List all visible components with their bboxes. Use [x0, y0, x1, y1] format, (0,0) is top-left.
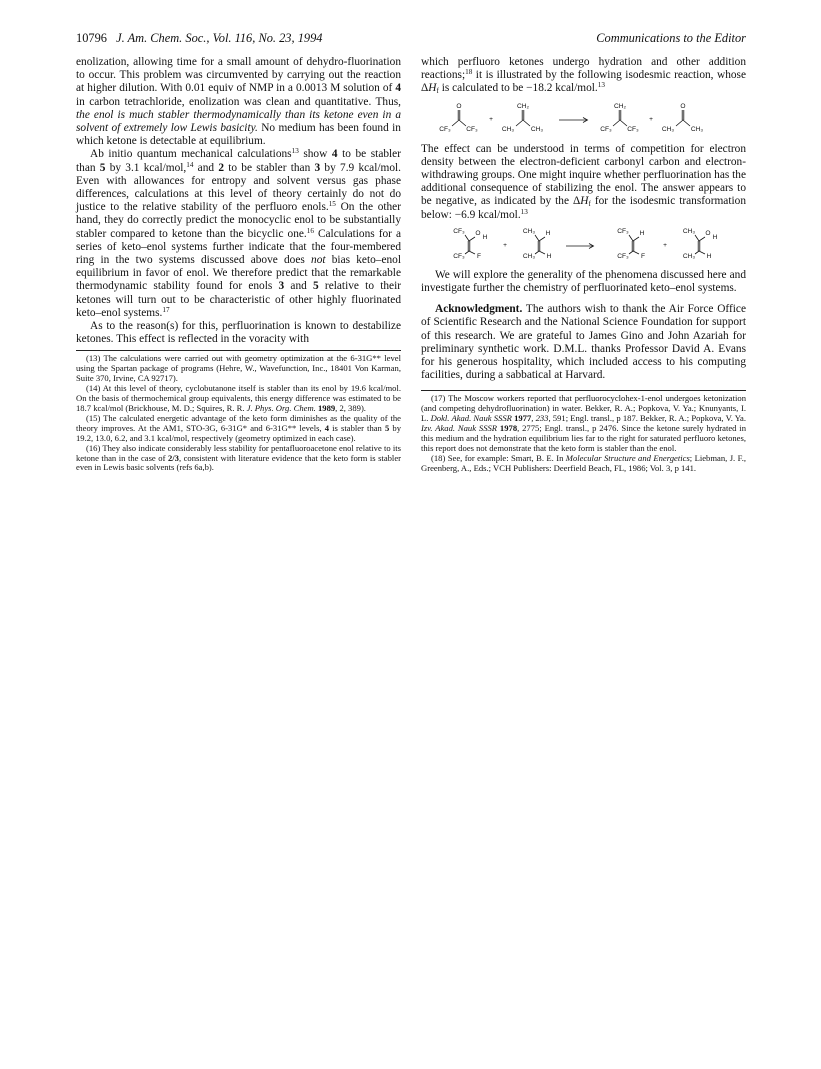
page-number: 10796 [76, 31, 107, 45]
text-run: enolization, allowing time for a small amount of dehydro-fluorination to occur. This problem was circumvented by carrying out the reaction at higher dilution. With 0.01 equiv of NMP in a 0.0013 M solution of [76, 56, 401, 95]
group-label: CF₃ [466, 125, 478, 133]
group-label: CH₃ [661, 125, 675, 133]
text-run: (14) At this level of theory, cyclobutanone itself is stabler than its enol by 19.6 kcal/mol. On the basis of thermochemical group equivalents, this energy difference was estimated to be 18.7 kcal/mol (Brickhouse, M. D.; Squires, R. R. [76, 383, 401, 413]
footnote-divider [421, 390, 746, 391]
running-header [76, 31, 746, 47]
atom-label: H [712, 233, 718, 241]
group-label: CH₃ [530, 125, 544, 133]
text-run: , 2, 389). [335, 403, 366, 413]
text-run: (17) The Moscow workers reported that perfluorocyclohex-1-enol undergoes ketonization (and competing dehydrofluorination) in water. Bekker, R. A.; Popkova, V. Ya.; Knunyants, I. L. [421, 393, 746, 424]
text-run: The effect can be understood in terms of competition for electron density between the electron-deficient carbonyl carbon and electron-withdrawing groups. One might inquire whether perfluorination has the additional consequence of stabilizing the enol. The answer appears to be negative, as indicated by the Δ [421, 142, 746, 208]
compound-ref: 4 [331, 148, 338, 161]
footnote-16 [76, 444, 401, 474]
plus-sign: + [663, 241, 667, 249]
hexafluoroisobutylene-structure [600, 103, 639, 133]
symbol: H [428, 82, 437, 95]
text-run: is stabler than [329, 422, 385, 433]
group-label: CF₃ [439, 125, 451, 133]
acknowledgment [421, 303, 746, 382]
text-run: Calculations for a series of keto–enol systems further indicate that the four-membered ring in the two systems discussed above does [76, 227, 401, 267]
group-label: CH₃ [501, 125, 515, 133]
group-label: CH₃ [522, 252, 536, 260]
compound-ref: 4 [324, 422, 330, 433]
compound-ref: 2 [218, 161, 224, 174]
journal-year: 1977 [511, 413, 532, 424]
symbol: H [580, 195, 589, 208]
footnote-13: (13) The calculations were carried out with geometry optimization at the 6-31G** level using the Spartan package of programs (Hehre, W., Wavefunction, Inc., 18401 Von Karman, Suite 370, Irvine, CA 92717). [76, 353, 401, 384]
atom-label: H [545, 229, 551, 237]
right-column [421, 56, 746, 474]
reference-mark: 17 [162, 305, 170, 314]
atom-label: O [680, 102, 686, 110]
text-run: for the isodesmic transformation below: −6.9 kcal/mol. [421, 195, 746, 221]
atom-label: F [476, 252, 482, 260]
text-run: bias keto–enol equilibrium in favor of enol. We therefore predict that the remarkable thermodynamic stability found for enols [76, 254, 401, 293]
group-label: CH₂ [613, 102, 627, 110]
text-run: which perfluoro ketones undergo hydration and other addition reactions; [421, 56, 746, 82]
group-label: CF₃ [453, 227, 465, 235]
reference-mark: 13 [597, 81, 605, 90]
paragraph-hydration [421, 56, 746, 96]
paragraph-competition [421, 143, 746, 222]
text-run: relative to their ketones will turn out to be characteristic of other highly fluorinated keto–enol systems. [76, 280, 401, 319]
footnote-divider [76, 350, 401, 351]
text-run: ; Liebman, J. F., Greenberg, A., Eds.; VCH Publishers: Deerfield Beach, FL, 1986; Vol. 3, p 141. [421, 452, 746, 473]
emphasis: not [311, 254, 326, 267]
group-label: CF₃ [453, 252, 465, 260]
text-run: , 2775; Engl. transl., p 2476. Since the ketone surely hydrated in this medium and the hydration equilibrium lies far to the right for saturated perfluoro ketones, this report does not demonstrate that the keto form is stabler than the enol. [421, 423, 746, 453]
reference-mark: 13 [291, 147, 299, 156]
compound-ref: 3 [314, 161, 321, 174]
paragraph-ab-initio [76, 148, 401, 320]
paragraph-generality: We will explore the generality of the phenomena discussed here and investigate further the chemistry of perfluorinated keto–enol systems. [421, 268, 746, 295]
atom-label: O [475, 229, 481, 237]
text-run: is calculated to be −18.2 kcal/mol. [438, 82, 598, 95]
text-run: by 3.1 kcal/mol, [105, 161, 187, 174]
journal-name: Izv. Akad. Nauk SSSR [421, 423, 498, 434]
group-label: CH₃ [682, 227, 696, 235]
reaction-arrow [566, 243, 594, 248]
text-run: , consistent with literature evidence that the keto form is stabler even in Lewis basic solvents (refs 6a,b). [76, 452, 401, 473]
text-run: to be stabler than [223, 161, 315, 174]
text-run: (15) The calculated energetic advantage of the keto form diminishes as the quality of the theory improves. At the AM1, STO-3G, 6-31G* and 6-31G** levels, [76, 412, 401, 433]
paragraph-reasons: As to the reason(s) for this, perfluorination is known to destabilize ketones. This effect is reflected in the voracity with [76, 320, 401, 346]
compound-ref: 2/3 [167, 452, 179, 463]
text-run: to be stabler than [76, 148, 401, 174]
hexafluoroacetone-structure [439, 103, 478, 133]
footnote-17 [421, 394, 746, 453]
compound-ref: 5 [99, 161, 106, 174]
reaction-arrow [559, 117, 588, 122]
compound-ref: 3 [278, 280, 285, 293]
text-run: and [193, 161, 219, 174]
fluorinated-enol-structure [453, 228, 487, 260]
text-run: The authors wish to thank the Air Force Office of Scientific Research and the National Science Foundation for support of this research. We are grateful to James Gino and John Azariah for preliminary synthetic work. D.M.L. thanks Professor David A. Evans for his generous hospitality, which included access to his computing facilities, during a sabbatical at Harvard. [421, 303, 746, 382]
footnote-14 [76, 384, 401, 414]
text-run: (16) They also indicate considerably less stability for pentafluoroacetone enol relative to its ketone than in the case of [76, 442, 401, 463]
isodesmic-transformation-scheme [421, 225, 746, 265]
reference-mark: 16 [306, 226, 314, 235]
emphasis: the enol is much stabler thermodynamically than its ketone even in a solvent of extremely low Lewis basicity. [76, 108, 401, 135]
text-run: it is illustrated by the following isodesmic reaction, whose Δ [421, 69, 746, 95]
header-citation [76, 31, 322, 46]
group-label: CH₂ [516, 102, 530, 110]
text-run: by 7.9 kcal/mol. Even with allowances for entropy and solvent versus gas phase differences, calculations at this level of theory certainly do not do justice to the relative stability of the perfluoro enols. [76, 161, 401, 214]
group-label: CF₃ [600, 125, 612, 133]
text-run: (18) See, for example: Smart, B. E. In [431, 452, 566, 463]
acknowledgment-heading: Acknowledgment. [435, 303, 523, 316]
footnote-18 [421, 454, 746, 474]
enol-structure [683, 228, 718, 260]
text-run: On the other hand, they do correctly predict the monocyclic enol to be substantially stabler compared to ketone than the bicyclic one. [76, 201, 401, 240]
group-label: CH₃ [682, 252, 696, 260]
text-run: in carbon tetrachloride, enolization was clean and quantitative. Thus, [76, 95, 401, 108]
subscript: f [436, 87, 439, 96]
atom-label: H [546, 252, 552, 260]
compound-ref: 4 [395, 82, 401, 95]
plus-sign: + [503, 241, 507, 249]
group-label: CF₃ [617, 227, 629, 235]
journal-name: J. Phys. Org. Chem. [246, 403, 316, 413]
compound-ref: 5 [313, 280, 319, 293]
reference-mark: 13 [520, 207, 528, 216]
isobutylene-structure [523, 228, 552, 260]
footnote-15 [76, 414, 401, 444]
text-run: by 19.2, 13.0, 6.2, and 3.1 kcal/mol, respectively (geometry optimized in each case). [76, 422, 401, 443]
isobutylene-structure [502, 103, 544, 133]
atom-label: F [640, 252, 646, 260]
reference-mark: 15 [328, 200, 336, 209]
atom-label: H [482, 233, 488, 241]
acetone-structure [662, 103, 704, 133]
paragraph-enolization [76, 56, 401, 148]
group-label: CF₃ [627, 125, 639, 133]
plus-sign: + [489, 115, 493, 123]
left-column [76, 56, 401, 473]
atom-label: H [706, 252, 712, 260]
plus-sign: + [649, 115, 653, 123]
journal-citation: J. Am. Chem. Soc., Vol. 116, No. 23, 1994 [116, 31, 323, 45]
group-label: CH₃ [690, 125, 704, 133]
group-label: CH₃ [522, 227, 536, 235]
atom-label: O [705, 229, 711, 237]
atom-label: H [639, 229, 645, 237]
group-label: CF₃ [617, 252, 629, 260]
text-run: No medium has been found in which ketone is detectable at equilibrium. [76, 122, 401, 148]
fluorinated-alkene-structure [617, 228, 645, 260]
text-run: , 591; Engl. transl., p 187. Bekker, R. A.; Popkova, V. Ya. [548, 413, 747, 424]
subscript: f [588, 200, 591, 209]
atom-label: O [456, 102, 462, 110]
compound-ref: 5 [384, 422, 390, 433]
journal-name: Dokl. Akad. Nauk SSSR [430, 413, 512, 424]
book-title: Molecular Structure and Energetics [565, 452, 690, 463]
text-run: and [284, 280, 314, 293]
text-run: show [298, 148, 332, 161]
reference-mark: 18 [465, 68, 473, 77]
text-run: Ab initio quantum mechanical calculations [90, 148, 292, 161]
journal-year: 1989 [317, 403, 336, 413]
reference-mark: 14 [186, 160, 194, 169]
journal-volume: , 233 [531, 413, 549, 424]
isodesmic-reaction-scheme [421, 99, 746, 139]
journal-year: 1978 [497, 423, 518, 434]
section-title: Communications to the Editor [596, 31, 746, 45]
